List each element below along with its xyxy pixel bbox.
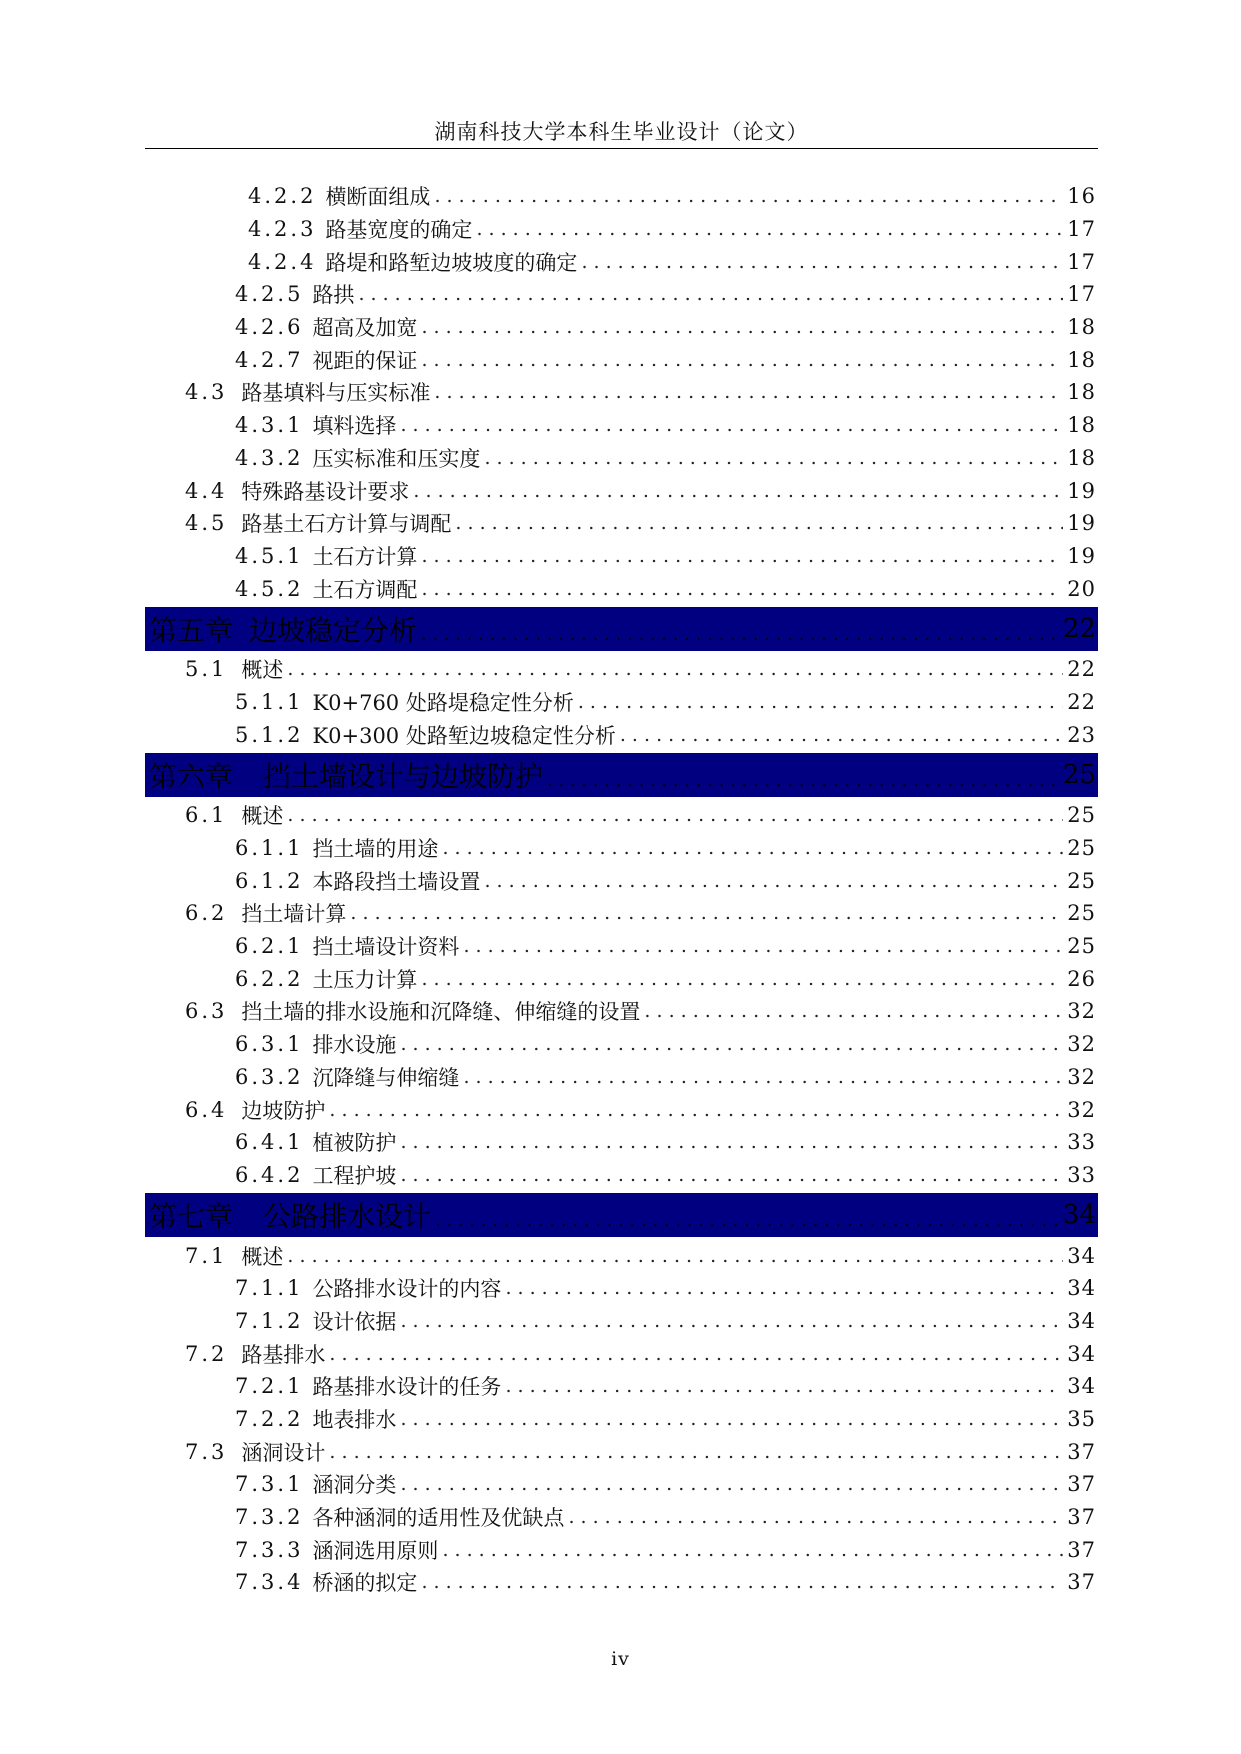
toc-section-number: 4.5.1	[235, 543, 304, 568]
toc-section-number: 4.3.2	[235, 445, 304, 470]
toc-section-number: 6.1.2	[235, 868, 304, 893]
toc-section-title: 路基排水	[241, 1342, 326, 1367]
toc-section-title: 挡土墙计算	[241, 902, 347, 927]
toc-entry[interactable]	[145, 1533, 1098, 1566]
toc-leader-dots	[287, 658, 1063, 680]
toc-section-title: 概述	[241, 804, 284, 829]
toc-section-number: 7.3.2	[235, 1505, 304, 1530]
toc-entry[interactable]	[145, 1239, 1098, 1272]
toc-page-number: 19	[1067, 478, 1096, 503]
toc-section-title: 涵洞设计	[241, 1440, 326, 1465]
toc-section-number: 7.2	[185, 1341, 228, 1366]
toc-leader-dots	[287, 1245, 1063, 1267]
toc-page-number: 33	[1067, 1130, 1096, 1155]
toc-page-number: 34	[1067, 1374, 1096, 1399]
toc-leader-dots	[329, 1099, 1063, 1121]
toc-leader-dots	[505, 1277, 1063, 1299]
toc-leader-dots	[329, 1441, 1063, 1463]
toc-section-title: 挡土墙的用途	[312, 837, 439, 862]
toc-section-title: 公路排水设计的内容	[312, 1277, 502, 1302]
toc-section-title: 土压力计算	[312, 967, 418, 992]
toc-section-title: 工程护坡	[312, 1163, 397, 1188]
toc-entry[interactable]	[145, 686, 1098, 719]
toc-section-title: 土石方调配	[312, 577, 418, 602]
toc-section-number: 6.4	[185, 1097, 228, 1122]
toc-section-title: 涵洞选用原则	[312, 1538, 439, 1563]
toc-section-number: 7.2.1	[235, 1374, 304, 1399]
toc-section-number: 5.1	[185, 657, 228, 682]
toc-section-title: 涵洞分类	[312, 1473, 397, 1498]
toc-leader-dots	[463, 1066, 1063, 1088]
toc-section-number: 7.3.1	[235, 1472, 304, 1497]
toc-leader-dots	[578, 691, 1063, 713]
toc-page-number: 25	[1067, 836, 1096, 861]
toc-chapter-entry[interactable]	[145, 607, 1098, 651]
toc-page-number: 18	[1067, 380, 1096, 405]
toc-entry[interactable]	[145, 1028, 1098, 1061]
toc-leader-dots	[581, 251, 1063, 273]
toc-entry[interactable]	[145, 409, 1098, 442]
toc-page-number: 26	[1067, 966, 1096, 991]
toc-section-title: 各种涵洞的适用性及优缺点	[312, 1506, 565, 1531]
toc-page-number: 35	[1067, 1407, 1096, 1432]
toc-leader-dots	[400, 1473, 1063, 1495]
toc-leader-dots	[400, 1164, 1063, 1186]
toc-leader-dots	[435, 1210, 1059, 1237]
toc-section-title: 沉降缝与伸缩缝	[312, 1065, 460, 1090]
toc-leader-dots	[463, 935, 1063, 957]
toc-entry[interactable]	[145, 213, 1098, 246]
toc-entry[interactable]	[145, 376, 1098, 409]
toc-section-number: 7.3.4	[235, 1570, 304, 1595]
toc-page-number: 37	[1067, 1570, 1096, 1595]
toc-section-title: 压实标准和压实度	[312, 446, 481, 471]
toc-page-number: 17	[1067, 249, 1096, 274]
toc-leader-dots	[400, 1408, 1063, 1430]
toc-leader-dots	[400, 1131, 1063, 1153]
toc-leader-dots	[476, 218, 1063, 240]
toc-entry[interactable]	[145, 962, 1098, 995]
toc-section-number: 4.3.1	[235, 413, 304, 438]
toc-entry[interactable]	[145, 1501, 1098, 1534]
toc-leader-dots	[421, 545, 1063, 567]
toc-leader-dots	[434, 185, 1063, 207]
toc-leader-dots	[442, 837, 1063, 859]
toc-section-title: 超高及加宽	[312, 316, 418, 341]
toc-entry[interactable]	[145, 343, 1098, 376]
toc-section-title: 本路段挡土墙设置	[312, 869, 481, 894]
toc-entry[interactable]	[145, 540, 1098, 573]
toc-page-number: 25	[1067, 934, 1096, 959]
toc-entry[interactable]	[145, 897, 1098, 930]
toc-section-title: 视距的保证	[312, 348, 418, 373]
toc-entry[interactable]	[145, 832, 1098, 865]
toc-section-title: 挡土墙的排水设施和沉降缝、伸缩缝的设置	[241, 1000, 641, 1025]
toc-section-number: 6.3	[185, 999, 228, 1024]
toc-leader-dots	[350, 902, 1063, 924]
toc-entry[interactable]	[145, 1093, 1098, 1126]
toc-section-title: 挡土墙设计资料	[312, 935, 460, 960]
toc-entry[interactable]	[145, 442, 1098, 475]
toc-section-title: 概述	[241, 1244, 284, 1269]
toc-section-number: 6.2.1	[235, 934, 304, 959]
toc-section-number: 4.3	[185, 380, 228, 405]
toc-page-number: 34	[1067, 1243, 1096, 1268]
toc-leader-dots	[484, 870, 1063, 892]
toc-page-number: 20	[1067, 576, 1096, 601]
table-of-contents	[145, 180, 1098, 1599]
toc-section-number: 6.2.2	[235, 966, 304, 991]
toc-section-number: 4.2.3	[248, 217, 317, 242]
toc-leader-dots	[413, 480, 1063, 502]
toc-section-number: 7.1.2	[235, 1308, 304, 1333]
toc-page-number: 25	[1067, 901, 1096, 926]
toc-section-title: 路基宽度的确定	[325, 218, 473, 243]
toc-section-number: 6.4.2	[235, 1162, 304, 1187]
toc-page-number: 19	[1067, 543, 1096, 568]
toc-section-title: 边坡防护	[241, 1098, 326, 1123]
toc-chapter-entry[interactable]	[145, 1193, 1098, 1237]
toc-entry[interactable]	[145, 864, 1098, 897]
toc-entry[interactable]	[145, 1126, 1098, 1159]
toc-chapter-number: 第六章	[149, 760, 234, 793]
toc-chapter-title: 挡土墙设计与边坡防护	[263, 760, 544, 793]
toc-entry[interactable]	[145, 1337, 1098, 1370]
toc-leader-dots	[505, 1375, 1063, 1397]
toc-section-title: 桥涵的拟定	[312, 1571, 418, 1596]
toc-leader-dots	[421, 578, 1063, 600]
toc-section-number: 7.3.3	[235, 1537, 304, 1562]
toc-entry[interactable]	[145, 245, 1098, 278]
toc-page-number: 22	[1062, 613, 1096, 644]
toc-page-number: 32	[1067, 1097, 1096, 1122]
toc-section-number: 6.3.2	[235, 1064, 304, 1089]
toc-section-title: 特殊路基设计要求	[241, 479, 410, 504]
toc-section-title: 植被防护	[312, 1131, 397, 1156]
toc-section-number: 5.1.1	[235, 689, 304, 714]
toc-leader-dots	[644, 1000, 1063, 1022]
toc-leader-dots	[620, 724, 1063, 746]
toc-chapter-entry[interactable]	[145, 753, 1098, 797]
toc-section-title: 路基土石方计算与调配	[241, 512, 452, 537]
toc-leader-dots	[421, 624, 1059, 651]
toc-page-number: 37	[1067, 1472, 1096, 1497]
toc-entry[interactable]	[145, 653, 1098, 686]
toc-entry[interactable]	[145, 474, 1098, 507]
toc-leader-dots	[400, 414, 1063, 436]
toc-page-number: 32	[1067, 1032, 1096, 1057]
toc-leader-dots	[400, 1033, 1063, 1055]
toc-leader-dots	[455, 512, 1063, 534]
toc-entry[interactable]	[145, 180, 1098, 213]
toc-leader-dots	[547, 770, 1059, 797]
toc-section-title: 排水设施	[312, 1033, 397, 1058]
toc-page-number: 17	[1067, 217, 1096, 242]
toc-leader-dots	[358, 283, 1063, 305]
toc-section-title: 土石方计算	[312, 544, 418, 569]
toc-chapter-number: 第五章	[149, 613, 234, 647]
toc-page-number: 34	[1067, 1341, 1096, 1366]
toc-leader-dots	[421, 1571, 1063, 1593]
toc-section-number: 4.2.7	[235, 347, 304, 372]
toc-section-number: 4.5.2	[235, 576, 304, 601]
toc-entry[interactable]	[145, 278, 1098, 311]
toc-page-number: 18	[1067, 315, 1096, 340]
toc-page-number: 32	[1067, 1064, 1096, 1089]
toc-section-title: 路基填料与压实标准	[241, 381, 431, 406]
toc-chapter-title: 公路排水设计	[263, 1200, 432, 1234]
toc-page-number: 34	[1067, 1276, 1096, 1301]
toc-page-number: 25	[1067, 803, 1096, 828]
toc-section-title: 填料选择	[312, 414, 397, 439]
toc-entry[interactable]	[145, 930, 1098, 963]
toc-section-number: 7.2.2	[235, 1407, 304, 1432]
toc-section-number: 7.1	[185, 1243, 228, 1268]
toc-page-number: 18	[1067, 413, 1096, 438]
toc-page-number: 22	[1067, 657, 1096, 682]
toc-page-number: 16	[1067, 184, 1096, 209]
toc-page-number: 37	[1067, 1439, 1096, 1464]
toc-page-number: 22	[1067, 689, 1096, 714]
header-divider	[145, 148, 1098, 149]
toc-leader-dots	[484, 447, 1063, 469]
toc-page-number: 18	[1067, 445, 1096, 470]
toc-entry[interactable]	[145, 1370, 1098, 1403]
toc-leader-dots	[421, 316, 1063, 338]
toc-page-number: 32	[1067, 999, 1096, 1024]
toc-entry[interactable]	[145, 1566, 1098, 1599]
toc-section-number: 6.4.1	[235, 1130, 304, 1155]
toc-entry[interactable]	[145, 799, 1098, 832]
toc-section-number: 6.3.1	[235, 1032, 304, 1057]
toc-section-title: 设计依据	[312, 1309, 397, 1334]
toc-entry[interactable]	[145, 1435, 1098, 1468]
toc-section-number: 4.2.4	[248, 249, 317, 274]
toc-leader-dots	[568, 1506, 1063, 1528]
toc-page-number: 25	[1062, 760, 1096, 790]
toc-entry[interactable]	[145, 1468, 1098, 1501]
toc-section-title: 地表排水	[312, 1408, 397, 1433]
toc-section-number: 7.1.1	[235, 1276, 304, 1301]
toc-page-number: 34	[1062, 1200, 1096, 1231]
toc-chapter-number: 第七章	[149, 1200, 234, 1234]
toc-section-number: 6.1	[185, 803, 228, 828]
toc-page-number: 37	[1067, 1505, 1096, 1530]
toc-chapter-title: 边坡稳定分析	[249, 613, 418, 647]
toc-section-number: 4.2.2	[248, 184, 317, 209]
toc-leader-dots	[287, 804, 1063, 826]
toc-page-number: 34	[1067, 1308, 1096, 1333]
page-number: iv	[611, 1648, 630, 1670]
page-header-title: 湖南科技大学本科生毕业设计（论文）	[434, 120, 809, 144]
toc-leader-dots	[442, 1539, 1063, 1561]
toc-leader-dots	[421, 968, 1063, 990]
toc-section-number: 6.1.1	[235, 836, 304, 861]
toc-page-number: 37	[1067, 1537, 1096, 1562]
toc-section-number: 4.5	[185, 511, 228, 536]
toc-section-title: 路拱	[312, 283, 355, 308]
toc-section-title: 横断面组成	[325, 185, 431, 210]
toc-section-number: 4.2.5	[235, 282, 304, 307]
toc-section-title: 路基排水设计的任务	[312, 1375, 502, 1400]
toc-entry[interactable]	[145, 718, 1098, 751]
toc-leader-dots	[329, 1343, 1063, 1365]
toc-section-number: 7.3	[185, 1439, 228, 1464]
toc-leader-dots	[421, 349, 1063, 371]
toc-leader-dots	[400, 1310, 1063, 1332]
toc-page-number: 18	[1067, 347, 1096, 372]
toc-section-number: 4.4	[185, 478, 228, 503]
toc-entry[interactable]	[145, 1272, 1098, 1305]
toc-section-title: K0+760 处路堤稳定性分析	[312, 690, 574, 715]
toc-leader-dots	[434, 381, 1063, 403]
toc-entry[interactable]	[145, 311, 1098, 344]
toc-page-number: 17	[1067, 282, 1096, 307]
toc-page-number: 23	[1067, 722, 1096, 747]
toc-page-number: 25	[1067, 868, 1096, 893]
toc-section-number: 4.2.6	[235, 315, 304, 340]
toc-entry[interactable]	[145, 1403, 1098, 1436]
toc-page-number: 19	[1067, 511, 1096, 536]
toc-section-title: 概述	[241, 658, 284, 683]
toc-section-title: 路堤和路堑边坡坡度的确定	[325, 250, 578, 275]
toc-entry[interactable]	[145, 507, 1098, 540]
toc-section-number: 6.2	[185, 901, 228, 926]
toc-section-title: K0+300 处路堑边坡稳定性分析	[312, 723, 616, 748]
toc-entry[interactable]	[145, 1061, 1098, 1094]
toc-section-number: 5.1.2	[235, 722, 304, 747]
toc-entry[interactable]	[145, 572, 1098, 605]
toc-entry[interactable]	[145, 1305, 1098, 1338]
toc-page-number: 33	[1067, 1162, 1096, 1187]
toc-entry[interactable]	[145, 1159, 1098, 1192]
toc-entry[interactable]	[145, 995, 1098, 1028]
